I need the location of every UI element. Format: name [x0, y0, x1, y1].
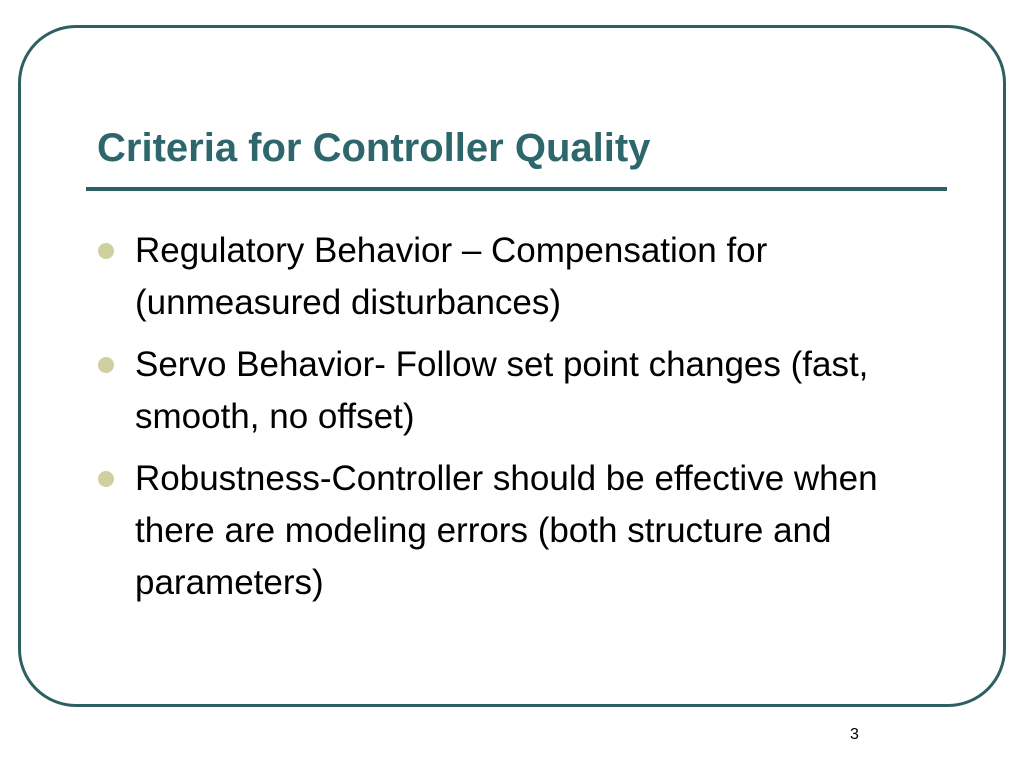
- bullet-dot-icon: [98, 471, 114, 487]
- bullet-text: Regulatory Behavior – Compensation for (unmeasured disturbances): [135, 231, 768, 322]
- bullet-item-servo: [98, 339, 958, 443]
- page-number: 3: [850, 726, 859, 743]
- bullet-text: Servo Behavior- Follow set point changes (fast, smooth, no offset): [135, 345, 869, 436]
- slide-title: Criteria for Controller Quality: [97, 126, 651, 170]
- bullet-item-regulatory: [98, 225, 958, 329]
- title-underline: [86, 187, 947, 191]
- bullet-list: [98, 225, 958, 619]
- bullet-dot-icon: [98, 357, 114, 373]
- bullet-item-robustness: [98, 453, 958, 609]
- bullet-dot-icon: [98, 243, 114, 259]
- bullet-text: Robustness-Controller should be effective when there are modeling errors (both structure and parameters): [135, 459, 878, 602]
